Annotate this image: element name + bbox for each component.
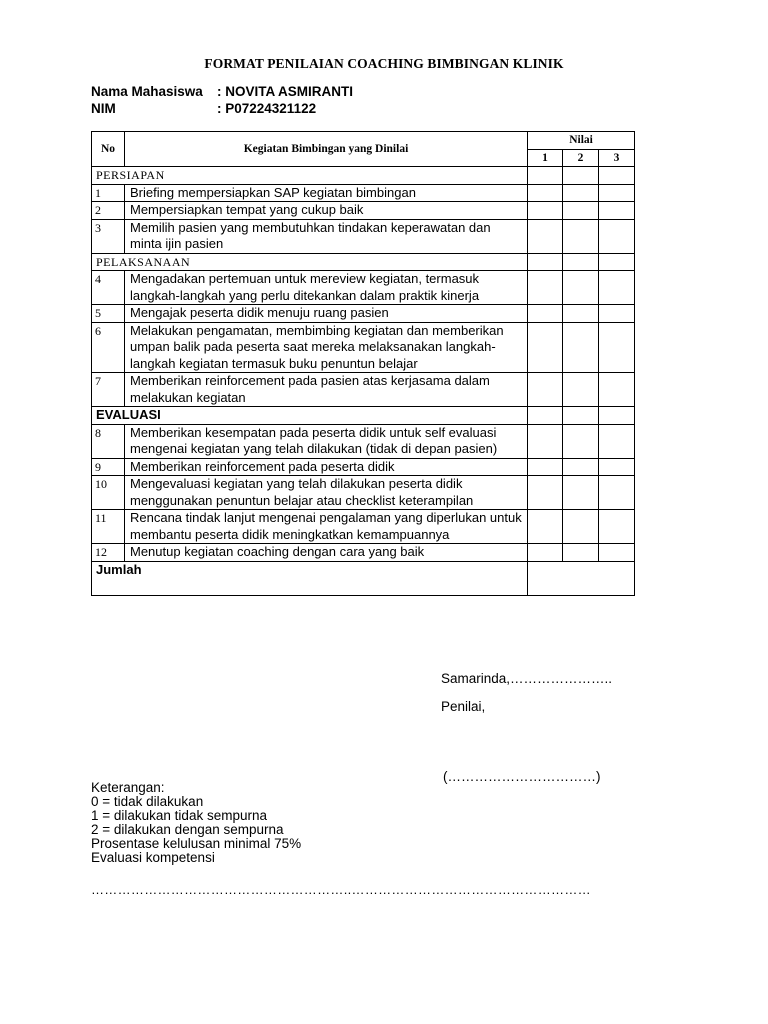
score-cell bbox=[599, 373, 635, 407]
table-row bbox=[92, 219, 635, 253]
item-number: 6 bbox=[92, 322, 125, 373]
item-text: Memberikan kesempatan pada peserta didik untuk self evaluasi mengenai kegiatan yang telah dilakukan (tidak di depan pasien) bbox=[125, 424, 528, 458]
item-number: 10 bbox=[92, 476, 125, 510]
assessment-table-body bbox=[92, 167, 635, 596]
item-number: 1 bbox=[92, 184, 125, 202]
signature-line: (……………………………) bbox=[443, 769, 601, 784]
student-name-row bbox=[91, 84, 353, 99]
score-cell bbox=[599, 510, 635, 544]
score-cell bbox=[528, 322, 563, 373]
section-title: PERSIAPAN bbox=[92, 167, 528, 185]
score-cell bbox=[563, 424, 599, 458]
score-cell bbox=[563, 184, 599, 202]
score-cell bbox=[599, 458, 635, 476]
score-cell bbox=[563, 373, 599, 407]
student-name-value: : NOVITA ASMIRANTI bbox=[217, 84, 353, 99]
score-cell bbox=[599, 184, 635, 202]
score-level-header: 1 bbox=[528, 149, 563, 167]
notes-heading: Keterangan: bbox=[91, 780, 165, 795]
item-text: Mengadakan pertemuan untuk mereview kegiatan, termasuk langkah-langkah yang perlu ditekankan dalam praktik kinerja bbox=[125, 271, 528, 305]
item-number: 8 bbox=[92, 424, 125, 458]
score-cell bbox=[563, 544, 599, 562]
score-cell bbox=[563, 271, 599, 305]
table-row bbox=[92, 544, 635, 562]
section-row bbox=[92, 407, 635, 425]
column-header-no: No bbox=[92, 132, 125, 167]
column-header-score: Nilai bbox=[528, 132, 635, 150]
score-cell bbox=[563, 167, 599, 185]
item-text: Mengevaluasi kegiatan yang telah dilakukan peserta didik menggunakan penuntun belajar atau checklist keterampilan bbox=[125, 476, 528, 510]
item-text: Melakukan pengamatan, membimbing kegiatan dan memberikan umpan balik pada peserta saat mereka melaksanakan langkah-langkah kegiatan termasuk buku penuntun belajar bbox=[125, 322, 528, 373]
table-row bbox=[92, 476, 635, 510]
student-name-label: Nama Mahasiswa bbox=[91, 84, 203, 99]
score-level-header: 3 bbox=[599, 149, 635, 167]
student-nim-label: NIM bbox=[91, 101, 116, 116]
score-cell bbox=[528, 271, 563, 305]
item-number: 9 bbox=[92, 458, 125, 476]
section-row bbox=[92, 167, 635, 185]
section-title: EVALUASI bbox=[92, 407, 528, 425]
score-cell bbox=[563, 202, 599, 220]
score-cell bbox=[599, 219, 635, 253]
score-cell bbox=[599, 253, 635, 271]
table-row bbox=[92, 271, 635, 305]
item-number: 4 bbox=[92, 271, 125, 305]
item-number: 5 bbox=[92, 305, 125, 323]
section-title: PELAKSANAAN bbox=[92, 253, 528, 271]
score-cell bbox=[528, 253, 563, 271]
table-row bbox=[92, 322, 635, 373]
note-line: Evaluasi kompetensi bbox=[91, 850, 215, 865]
score-cell bbox=[563, 305, 599, 323]
score-cell bbox=[528, 510, 563, 544]
score-cell bbox=[599, 476, 635, 510]
table-row bbox=[92, 424, 635, 458]
score-cell bbox=[563, 253, 599, 271]
score-cell bbox=[563, 510, 599, 544]
score-cell bbox=[528, 167, 563, 185]
total-label: Jumlah bbox=[92, 561, 528, 595]
score-cell bbox=[599, 322, 635, 373]
column-header-activity: Kegiatan Bimbingan yang Dinilai bbox=[125, 132, 528, 167]
note-line: 0 = tidak dilakukan bbox=[91, 794, 204, 809]
score-cell bbox=[563, 476, 599, 510]
note-line: Prosentase kelulusan minimal 75% bbox=[91, 836, 302, 851]
item-text: Mengajak peserta didik menuju ruang pasien bbox=[125, 305, 528, 323]
table-row bbox=[92, 373, 635, 407]
score-cell bbox=[528, 544, 563, 562]
item-text: Memilih pasien yang membutuhkan tindakan keperawatan dan minta ijin pasien bbox=[125, 219, 528, 253]
total-score-cell bbox=[528, 561, 635, 595]
score-cell bbox=[528, 373, 563, 407]
place-date: Samarinda,………………….. bbox=[441, 671, 613, 686]
score-cell bbox=[528, 219, 563, 253]
item-number: 2 bbox=[92, 202, 125, 220]
score-cell bbox=[528, 424, 563, 458]
table-row bbox=[92, 202, 635, 220]
item-text: Memberikan reinforcement pada peserta didik bbox=[125, 458, 528, 476]
score-cell bbox=[528, 202, 563, 220]
item-number: 11 bbox=[92, 510, 125, 544]
score-cell bbox=[563, 219, 599, 253]
item-text: Briefing mempersiapkan SAP kegiatan bimbingan bbox=[125, 184, 528, 202]
score-cell bbox=[528, 458, 563, 476]
item-text: Memberikan reinforcement pada pasien atas kerjasama dalam melakukan kegiatan bbox=[125, 373, 528, 407]
table-row bbox=[92, 184, 635, 202]
score-cell bbox=[599, 544, 635, 562]
item-text: Mempersiapkan tempat yang cukup baik bbox=[125, 202, 528, 220]
score-cell bbox=[599, 271, 635, 305]
score-cell bbox=[528, 476, 563, 510]
table-row bbox=[92, 458, 635, 476]
score-cell bbox=[599, 202, 635, 220]
note-line: 1 = dilakukan tidak sempurna bbox=[91, 808, 267, 823]
form-title: FORMAT PENILAIAN COACHING BIMBINGAN KLINIK bbox=[204, 56, 564, 71]
item-text: Menutup kegiatan coaching dengan cara yang baik bbox=[125, 544, 528, 562]
notes-block bbox=[91, 781, 301, 865]
item-number: 7 bbox=[92, 373, 125, 407]
score-cell bbox=[563, 407, 599, 425]
score-cell bbox=[528, 407, 563, 425]
table-row bbox=[92, 510, 635, 544]
note-line: 2 = dilakukan dengan sempurna bbox=[91, 822, 284, 837]
score-cell bbox=[599, 407, 635, 425]
score-cell bbox=[599, 167, 635, 185]
section-row bbox=[92, 253, 635, 271]
student-nim-value: : P07224321122 bbox=[217, 101, 317, 116]
student-nim-row bbox=[91, 101, 316, 116]
score-cell bbox=[563, 322, 599, 373]
assessment-table bbox=[91, 131, 635, 596]
score-level-header: 2 bbox=[563, 149, 599, 167]
item-number: 12 bbox=[92, 544, 125, 562]
score-cell bbox=[599, 424, 635, 458]
item-number: 3 bbox=[92, 219, 125, 253]
score-cell bbox=[599, 305, 635, 323]
item-text: Rencana tindak lanjut mengenai pengalaman yang diperlukan untuk membantu peserta didik meningkatkan kemampuannya bbox=[125, 510, 528, 544]
score-cell bbox=[528, 305, 563, 323]
evaluator-label: Penilai, bbox=[441, 699, 486, 714]
total-row bbox=[92, 561, 635, 595]
footer-dotted-line: …………………………………………………..……………………………………………… bbox=[91, 882, 591, 897]
score-cell bbox=[563, 458, 599, 476]
table-row bbox=[92, 305, 635, 323]
score-cell bbox=[528, 184, 563, 202]
